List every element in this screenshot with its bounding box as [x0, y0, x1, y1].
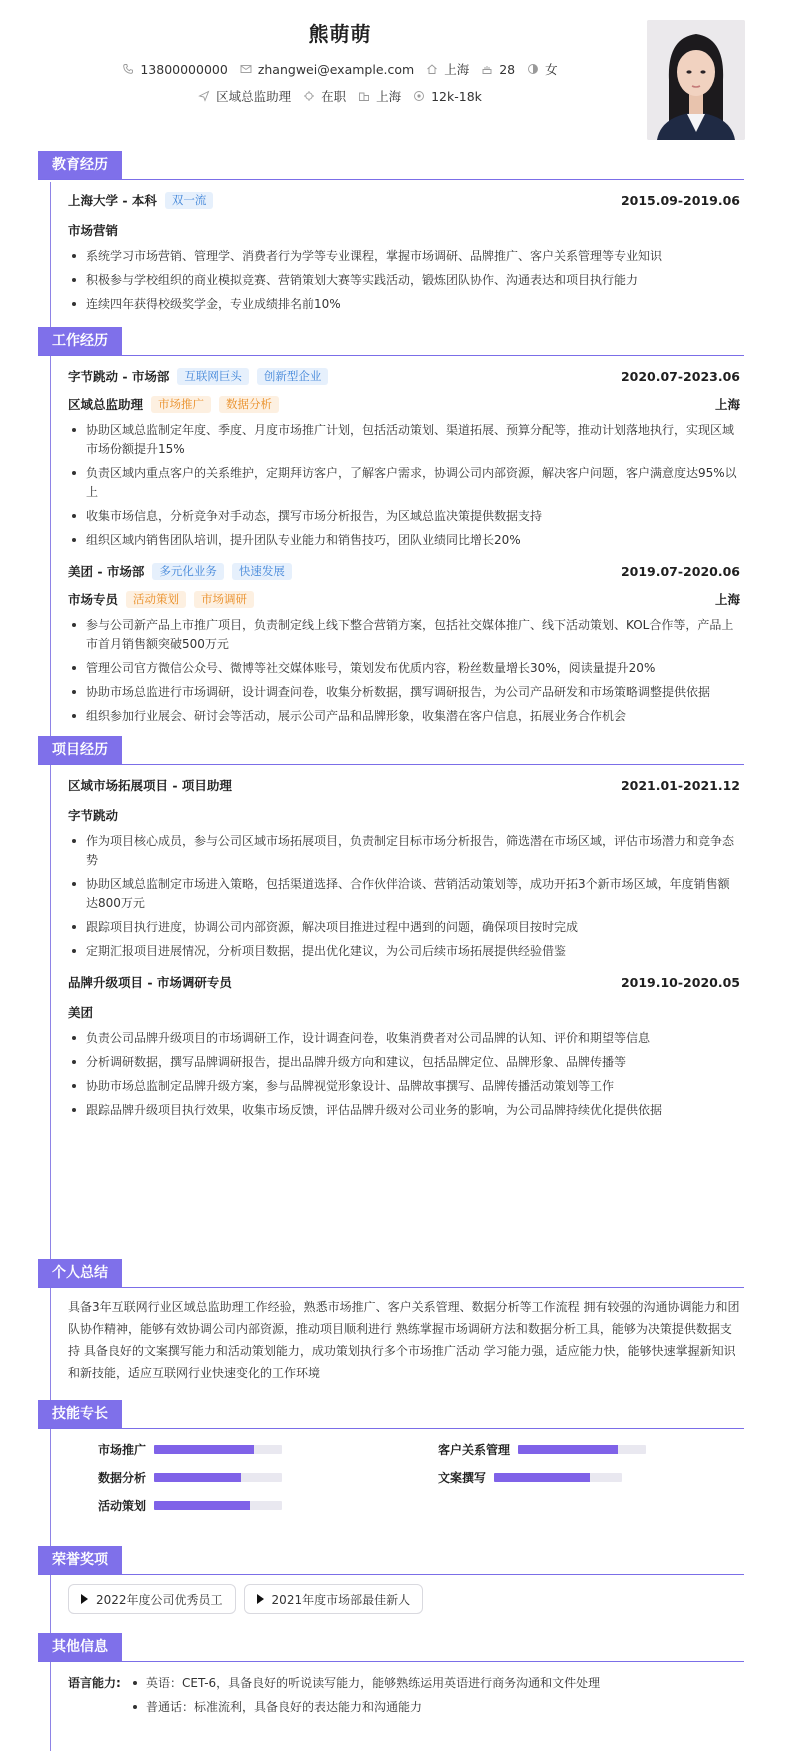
email-text: zhangwei@example.com [257, 61, 415, 77]
list-item: 跟踪品牌升级项目执行效果，收集市场反馈，评估品牌升级对公司业务的影响，为公司品牌持续优化提供依据 [68, 1101, 740, 1120]
skill-bar [518, 1445, 646, 1454]
job-city: 上海 [714, 397, 740, 412]
education-dates: 2015.09-2019.06 [620, 192, 740, 208]
position-icon [198, 90, 210, 102]
school-name: 上海大学 - 本科 [68, 193, 157, 208]
list-item: 协助市场总监进行市场调研，设计调查问卷，收集分析数据，撰写调研报告，为公司产品研发和市场策略调整提供依据 [68, 683, 740, 702]
phone-text: 13800000000 [140, 61, 228, 77]
salary-icon [413, 90, 425, 102]
job-role-row [68, 590, 740, 608]
award-chip[interactable] [68, 1584, 236, 1614]
skill-name: 市场推广 [98, 1443, 147, 1457]
job-dates: 2020.07-2023.06 [620, 368, 740, 384]
skill-name: 活动策划 [98, 1499, 147, 1513]
section-projects [38, 736, 744, 1120]
intent-position [198, 87, 291, 105]
language-list [130, 1671, 600, 1719]
skill-bar-fill [494, 1473, 590, 1482]
project-dates: 2021.01-2021.12 [620, 777, 740, 793]
list-item: 组织参加行业展会、研讨会等活动，展示公司产品和品牌形象，收集潜在客户信息，拓展业务合作机会 [68, 707, 740, 726]
section-title: 荣誉奖项 [38, 1546, 122, 1574]
resume-header [0, 0, 794, 150]
section-summary [38, 1259, 744, 1384]
contact-location [426, 60, 469, 78]
role-tag: 市场调研 [194, 591, 254, 608]
skill-bar-fill [518, 1445, 618, 1454]
play-triangle-icon [257, 1594, 264, 1604]
project-dates: 2019.10-2020.05 [620, 974, 740, 990]
company-name: 字节跳动 - 市场部 [68, 369, 170, 384]
list-item: 管理公司官方微信公众号、微博等社交媒体账号，策划发布优质内容，粉丝数量增长30%，阅读量提升20% [68, 659, 740, 678]
skill-bar-fill [154, 1445, 254, 1454]
job-bullets [68, 421, 740, 550]
skills-grid [68, 1429, 740, 1529]
location-text: 上海 [444, 62, 470, 77]
job-dates: 2019.07-2020.06 [620, 563, 740, 579]
job-role-row [68, 395, 740, 413]
company-tag: 互联网巨头 [177, 368, 249, 385]
skill-item [98, 1441, 282, 1458]
list-item: 分析调研数据，撰写品牌调研报告，提出品牌升级方向和建议，包括品牌定位、品牌形象、品牌传播等 [68, 1053, 740, 1072]
award-chip[interactable] [244, 1584, 424, 1614]
project-name: 区域市场拓展项目 - 项目助理 [68, 778, 232, 793]
project-row [68, 973, 740, 991]
major: 市场营销 [68, 223, 119, 238]
section-body [38, 1296, 744, 1384]
education-row [68, 191, 740, 209]
language-info [68, 1671, 740, 1719]
profile-photo [647, 20, 745, 140]
section-education [38, 151, 744, 314]
list-item: 收集市场信息，分析竞争对手动态，撰写市场分析报告，为区域总监决策提供数据支持 [68, 507, 740, 526]
section-header [38, 1400, 744, 1429]
list-item: 负责区域内重点客户的关系维护，定期拜访客户，了解客户需求，协调公司内部资源，解决客户问题，客户满意度达95%以上 [68, 464, 740, 502]
project-org: 字节跳动 [68, 808, 119, 823]
list-item: 普通话：标准流利，具备良好的表达能力和沟通能力 [130, 1695, 600, 1719]
intent-city [358, 87, 401, 105]
skill-name: 数据分析 [98, 1471, 147, 1485]
company-tag: 多元化业务 [152, 563, 224, 580]
list-item: 作为项目核心成员，参与公司区域市场拓展项目，负责制定目标市场分析报告，筛选潜在市场区域，评估市场潜力和竞争态势 [68, 832, 740, 870]
city-text: 上海 [376, 89, 402, 104]
position-text: 区域总监助理 [216, 89, 292, 104]
section-title: 其他信息 [38, 1633, 122, 1661]
intent-status [303, 87, 346, 105]
job-company-row [68, 562, 740, 580]
skill-item [98, 1469, 282, 1486]
section-body [38, 776, 744, 1120]
skill-bar-fill [154, 1473, 241, 1482]
section-body [38, 367, 744, 726]
section-header [38, 1633, 744, 1662]
skill-item [438, 1441, 646, 1458]
project-org: 美团 [68, 1005, 94, 1020]
list-item: 负责公司品牌升级项目的市场调研工作，设计调查问卷，收集消费者对公司品牌的认知、评价和期望等信息 [68, 1029, 740, 1048]
gender-text: 女 [545, 62, 558, 77]
section-body [38, 1671, 744, 1719]
list-item: 协助区域总监制定年度、季度、月度市场推广计划，包括活动策划、渠道拓展、预算分配等，推动计划落地执行，实现区域市场份额提升15% [68, 421, 740, 459]
section-title: 工作经历 [38, 327, 122, 355]
list-item: 连续四年获得校级奖学金，专业成绩排名前10% [68, 295, 740, 314]
skill-bar [494, 1473, 622, 1482]
award-label: 2022年度公司优秀员工 [96, 1592, 223, 1607]
list-item: 参与公司新产品上市推广项目，负责制定线上线下整合营销方案，包括社交媒体推广、线下活动策划、KOL合作等，产品上市首月销售额突破500万元 [68, 616, 740, 654]
contact-email [240, 62, 414, 77]
skill-name: 文案撰写 [438, 1471, 487, 1485]
school-tag: 双一流 [165, 192, 214, 209]
skill-bar [154, 1473, 282, 1482]
award-label: 2021年度市场部最佳新人 [271, 1592, 411, 1607]
status-text: 在职 [321, 89, 347, 104]
role-tag: 活动策划 [126, 591, 186, 608]
job-bullets [68, 616, 740, 726]
contact-row [0, 60, 680, 78]
gender-icon [527, 63, 539, 75]
role-tag: 市场推广 [151, 396, 211, 413]
list-item: 协助区域总监制定市场进入策略，包括渠道选择、合作伙伴洽谈、营销活动策划等，成功开拓3个新市场区域，年度销售额达800万元 [68, 875, 740, 913]
job-city: 上海 [714, 592, 740, 607]
list-item: 协助市场总监制定品牌升级方案，参与品牌视觉形象设计、品牌故事撰写、品牌传播活动策划等工作 [68, 1077, 740, 1096]
section-header [38, 151, 744, 180]
contact-phone [122, 62, 227, 77]
email-icon [240, 63, 252, 75]
list-item: 英语：CET-6，具备良好的听说读写能力，能够熟练运用英语进行商务沟通和文件处理 [130, 1671, 600, 1695]
section-header [38, 736, 744, 765]
company-name: 美团 - 市场部 [68, 564, 145, 579]
company-tag: 创新型企业 [257, 368, 329, 385]
project-bullets [68, 1029, 740, 1120]
company-tag: 快速发展 [232, 563, 292, 580]
job-role: 市场专员 [68, 592, 119, 607]
skill-name: 客户关系管理 [438, 1443, 511, 1457]
section-honors [38, 1546, 744, 1614]
list-item: 定期汇报项目进展情况，分析项目数据，提出优化建议，为公司后续市场拓展提供经验借鉴 [68, 942, 740, 961]
project-name: 品牌升级项目 - 市场调研专员 [68, 975, 232, 990]
candidate-name: 熊萌萌 [308, 22, 372, 46]
age-icon [481, 63, 493, 75]
job-role: 区域总监助理 [68, 397, 144, 412]
section-title: 项目经历 [38, 736, 122, 764]
section-header [38, 1546, 744, 1575]
project-row [68, 776, 740, 794]
skill-item [438, 1469, 622, 1486]
skill-bar [154, 1501, 282, 1510]
summary-text: 具备3年互联网行业区域总监助理工作经验，熟悉市场推广、客户关系管理、数据分析等工作流程 拥有较强的沟通协调能力和团队协作精神，能够有效协调公司内部资源，推动项目顺利进行 熟练掌握市场调研方法和数据分析工具，能够为决策提供数据支持 具备良好的文案撰写能力和活动策划能力，成功策划执行多个市场推广活动 学习能力强，适应能力快，能够快速掌握新知识和新技能，适应互联网行业快速变化的工作环境 [68, 1300, 740, 1380]
play-triangle-icon [81, 1594, 88, 1604]
section-header [38, 1259, 744, 1288]
project-bullets [68, 832, 740, 961]
role-tag: 数据分析 [219, 396, 279, 413]
list-item: 系统学习市场营销、管理学、消费者行为学等专业课程，掌握市场调研、品牌推广、客户关系管理等专业知识 [68, 247, 740, 266]
list-item: 组织区域内销售团队培训，提升团队专业能力和销售技巧，团队业绩同比增长20% [68, 531, 740, 550]
skill-item [98, 1497, 282, 1514]
job-company-row [68, 367, 740, 385]
section-title: 技能专长 [38, 1400, 122, 1428]
section-work [38, 327, 744, 726]
home-icon [426, 63, 438, 75]
job-intent-row [0, 87, 680, 105]
section-body [38, 1584, 744, 1614]
section-skills [38, 1400, 744, 1529]
list-item: 跟踪项目执行进度，协调公司内部资源，解决项目推进过程中遇到的问题，确保项目按时完成 [68, 918, 740, 937]
salary-text: 12k-18k [431, 88, 482, 104]
contact-age [481, 62, 515, 77]
education-bullets [68, 247, 740, 314]
section-body [38, 191, 744, 314]
section-title: 个人总结 [38, 1259, 122, 1287]
status-icon [303, 90, 315, 102]
list-item: 积极参与学校组织的商业模拟竞赛、营销策划大赛等实践活动，锻炼团队协作、沟通表达和项目执行能力 [68, 271, 740, 290]
city-icon [358, 90, 370, 102]
skill-bar-fill [154, 1501, 250, 1510]
awards-list [68, 1584, 740, 1614]
section-title: 教育经历 [38, 151, 122, 179]
language-label: 语言能力: [68, 1676, 121, 1690]
section-body [38, 1429, 744, 1529]
intent-salary [413, 89, 482, 104]
contact-gender [527, 60, 558, 78]
section-other [38, 1633, 744, 1719]
phone-icon [122, 63, 134, 75]
age-text: 28 [499, 61, 516, 77]
section-header [38, 327, 744, 356]
skill-bar [154, 1445, 282, 1454]
